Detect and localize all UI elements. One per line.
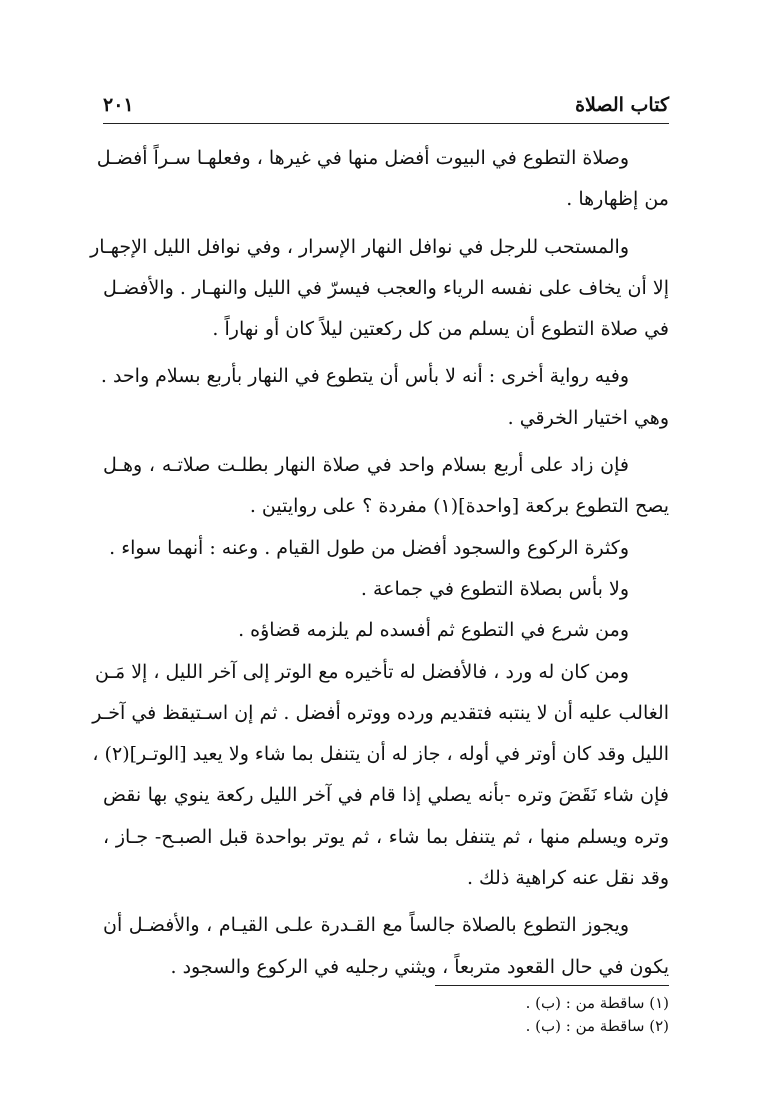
paragraph-6 (103, 569, 669, 610)
running-header (103, 94, 669, 122)
page-number: ٢٠١ (103, 94, 134, 116)
text-line: فإن شاء نَقَضَ وتره -بأنه يصلي إذا قام في آخر الليل ركعة ينوي بها نقض (103, 784, 669, 807)
text-line: وكثرة الركوع والسجود أفضل من طول القيام . وعنه : أنهما سواء . (109, 536, 629, 559)
text-line: ويجوز التطوع بالصلاة جالساً مع القـدرة علـى القيـام ، والأفضـل أن (103, 914, 630, 937)
text-line: وصلاة التطوع في البيوت أفضل منها في غيرها ، وفعلهـا سـراً أفضـل (96, 147, 629, 169)
text-line: ولا بأس بصلاة التطوع في جماعة . (360, 577, 629, 600)
footnote-1: (١) ساقطة من : (ب) . (525, 994, 669, 1012)
text-line: ومن شرع في التطوع ثم أفسده لم يلزمه قضاؤه . (238, 619, 629, 642)
paragraph-2 (90, 227, 669, 351)
text-line: يصح التطوع بركعة [واحدة](١) مفردة ؟ على روايتين . (249, 495, 669, 518)
paragraph-3 (100, 356, 669, 439)
paragraph-8 (92, 652, 669, 900)
footnote-rule (435, 985, 669, 986)
text-line: يكون في حال القعود متربعاً ، ويثني رجليه في الركوع والسجود . (170, 955, 669, 978)
text-line: من إظهارها . (566, 188, 669, 211)
text-line: والمستحب للرجل في نوافل النهار الإسرار ، وفي نوافل الليل الإجهـار (90, 235, 629, 258)
footnote-2: (٢) ساقطة من : (ب) . (525, 1017, 669, 1035)
paragraph-7 (103, 610, 669, 651)
header-rule (103, 123, 669, 124)
text-line: وقد نقل عنه كراهية ذلك . (466, 867, 669, 890)
paragraph-9 (103, 905, 669, 988)
text-line: إلا أن يخاف على نفسه الرياء والعجب فيسرّ في الليل والنهـار . والأفضـل (103, 276, 669, 299)
text-line: وتره ويسلم منها ، ثم يتنفل بما شاء ، ثم يوتر بواحدة قبل الصبـح- جـاز ، (103, 825, 669, 848)
text-line: الغالب عليه أن لا ينتبه فتقديم ورده ووتره أفضل . ثم إن اسـتيقظ في آخـر (92, 701, 669, 724)
footnotes (103, 992, 669, 1038)
paragraph-1 (96, 138, 669, 221)
paragraph-4 (103, 445, 669, 528)
main-text (90, 138, 669, 988)
text-line: وفيه رواية أخرى : أنه لا بأس أن يتطوع في النهار بأربع بسلام واحد . (100, 365, 629, 388)
paragraph-5 (103, 528, 669, 569)
text-line: الليل وقد كان أوتر في أوله ، جاز له أن يتنفل بما شاء ولا يعيد [الوتـر](٢) ، (92, 743, 669, 766)
chapter-title: كتاب الصلاة (575, 94, 669, 116)
text-line: في صلاة التطوع أن يسلم من كل ركعتين ليلاً كان أو نهاراً . (212, 318, 669, 341)
text-line: ومن كان له ورد ، فالأفضل له تأخيره مع الوتر إلى آخر الليل ، إلا مَـن (94, 660, 629, 683)
text-line: فإن زاد على أربع بسلام واحد في صلاة النهار بطلـت صلاتـه ، وهـل (103, 454, 629, 477)
text-line: وهي اختيار الخرقي . (507, 406, 669, 429)
